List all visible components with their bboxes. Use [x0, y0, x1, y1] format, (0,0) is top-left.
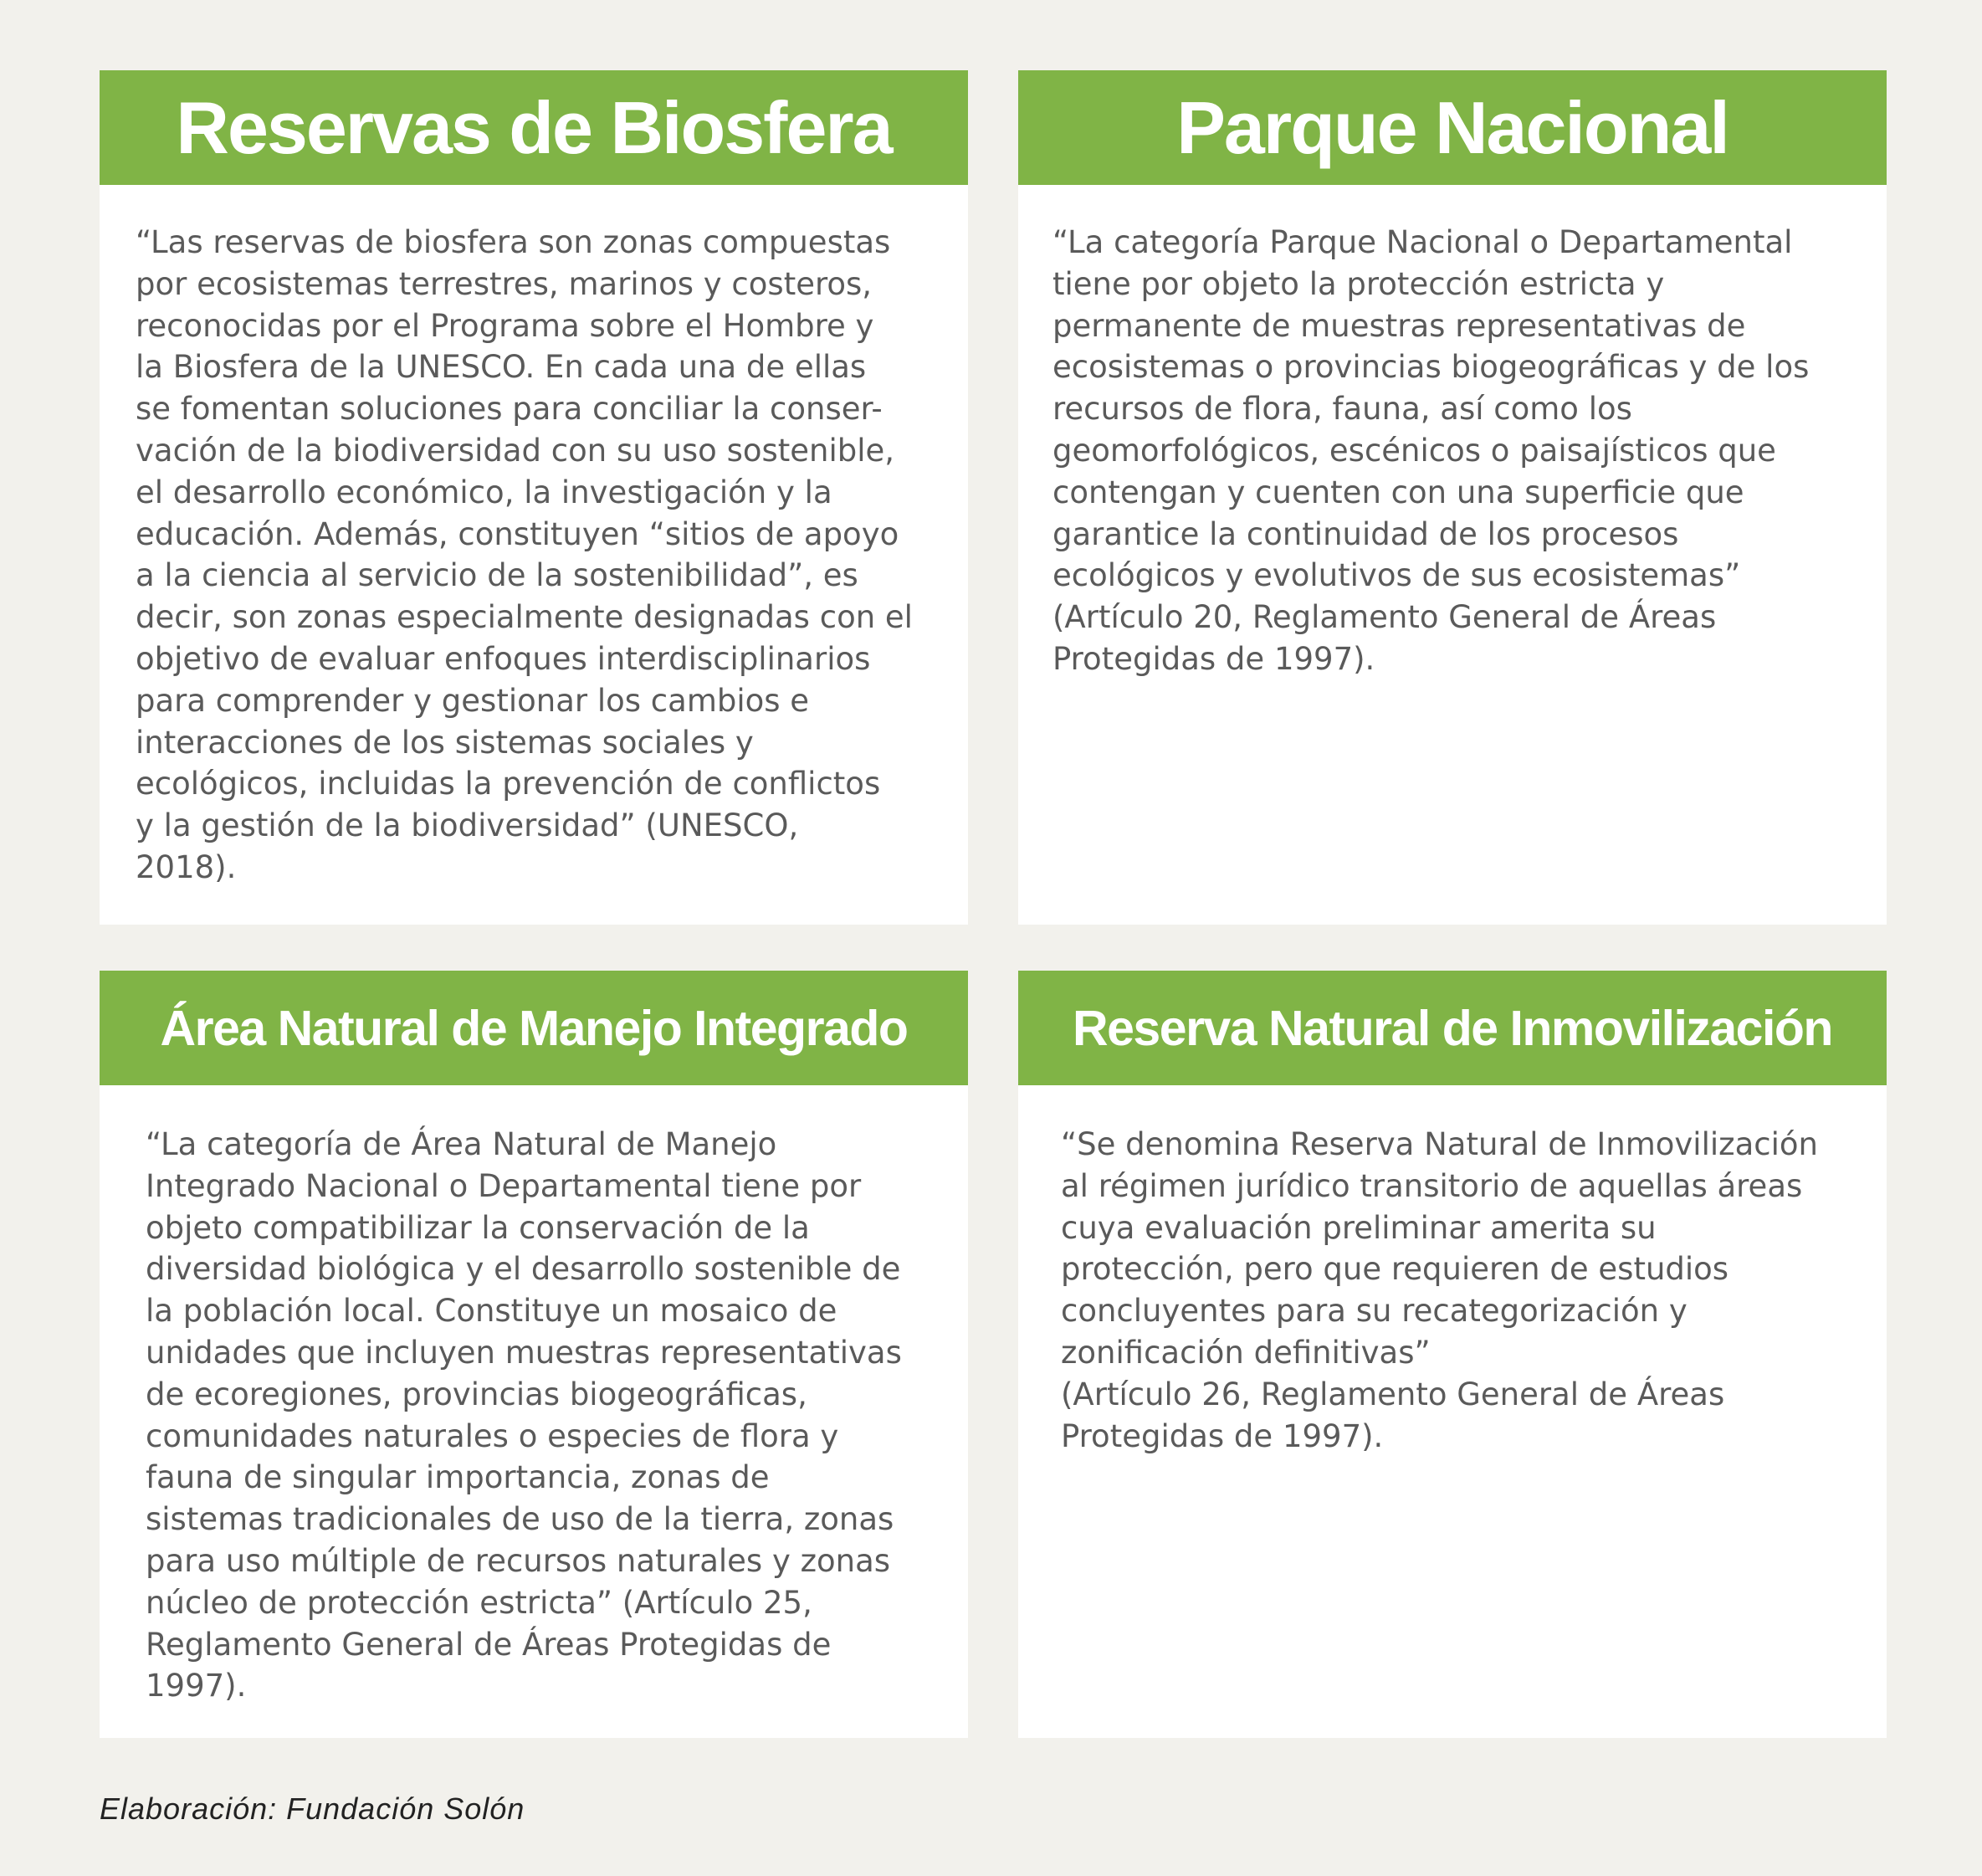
card-title: Reserva Natural de Inmovilización — [1018, 971, 1887, 1085]
card-body-text: “La categoría de Área Natural de Manejo Integrado Nacional o Departamental tiene por objeto compatibilizar la conservación de la diversidad biológica y el desarrollo sostenible de la población local. Constituye un mosaico de unidades que incluyen muestras representativas de ecoregiones, provincias biogeográficas, comunidades naturales o especies de flora y fauna de singular importancia, zonas de sistemas tradicionales de uso de la tierra, zonas para uso múltiple de recursos naturales y zonas núcleo de protección estricta” (Artículo 25, Reglamento General de Áreas Protegidas de 1997). — [146, 1126, 902, 1704]
card-reserva-natural-de-inmovilizacion — [1018, 971, 1887, 1738]
card-body-text: “La categoría Parque Nacional o Departamental tiene por objeto la protección estricta y permanente de muestras representativas de ecosistemas o provincias biogeográficas y de los recursos de flora, fauna, así como los geomorfológicos, escénicos o paisajísticos que contengan y cuenten con una superficie que garantice la continuidad de los procesos ecológicos y evolutivos de sus ecosistemas” (Artículo 20, Reglamento General de Áreas Protegidas de 1997). — [1052, 224, 1810, 677]
card-area-natural-de-manejo-integrado — [100, 971, 968, 1738]
source-credit: Elaboración: Fundación Solón — [100, 1791, 525, 1826]
card-reservas-de-biosfera — [100, 70, 968, 925]
card-title: Área Natural de Manejo Integrado — [100, 971, 968, 1085]
card-title: Parque Nacional — [1018, 70, 1887, 185]
card-body-text: “Se denomina Reserva Natural de Inmovilización al régimen jurídico transitorio de aquellas áreas cuya evaluación preliminar amerita su protección, pero que requieren de estudios concluyentes para su recategorización y zonificación definitivas” (Artículo 26, Reglamento General de Áreas Protegidas de 1997). — [1061, 1126, 1818, 1454]
card-title: Reservas de Biosfera — [100, 70, 968, 185]
card-body-text: “Las reservas de biosfera son zonas compuestas por ecosistemas terrestres, marinos y costeros, reconocidas por el Programa sobre el Hombre y la Biosfera de la UNESCO. En cada una de ellas se fomentan soluciones para conciliar la conser- vación de la biodiversidad con su uso sostenible, el desarrollo económico, la investigación y la educación. Además, constituyen “sitios de apoyo a la ciencia al servicio de la sostenibilidad”, es decir, son zonas especialmente designadas con el objetivo de evaluar enfoques interdisciplinarios para comprender y gestionar los cambios e interacciones de los sistemas sociales y ecológicos, incluidas la prevención de conflictos y la gestión de la biodiversidad” (UNESCO, 2018). — [136, 224, 913, 885]
card-parque-nacional — [1018, 70, 1887, 925]
